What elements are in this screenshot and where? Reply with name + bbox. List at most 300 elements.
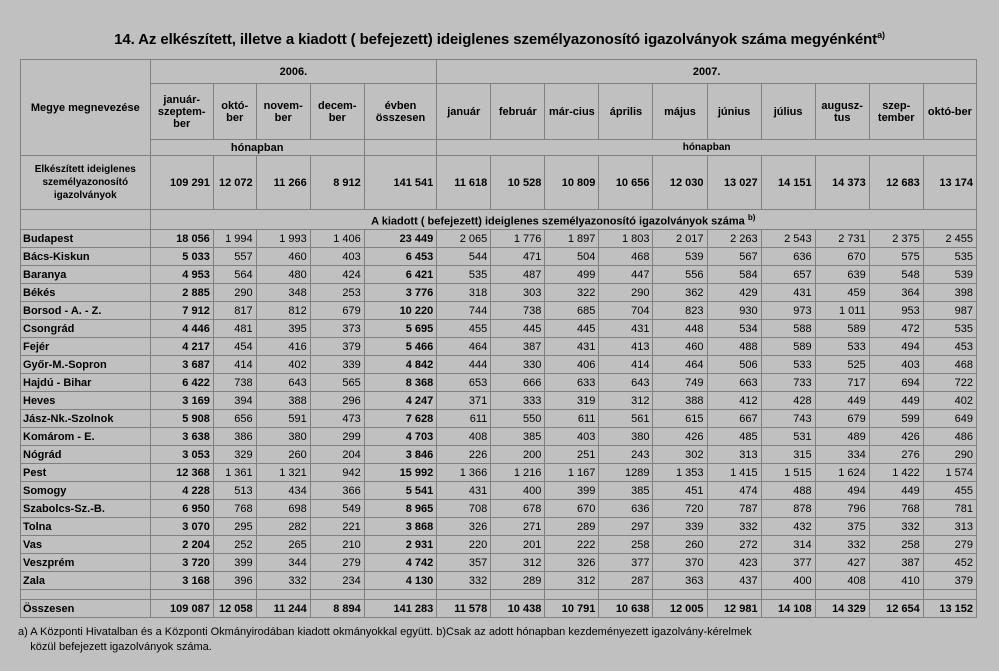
cell-value: 670 <box>815 248 869 266</box>
spacer-cell <box>491 590 545 600</box>
cell-value: 4 247 <box>364 392 436 410</box>
cell-value: 535 <box>923 248 976 266</box>
cell-value: 1 361 <box>213 464 256 482</box>
cell-value: 812 <box>256 302 310 320</box>
cell-value: 6 422 <box>150 374 213 392</box>
table-row <box>21 374 977 392</box>
cell-value: 332 <box>815 536 869 554</box>
cell-value: 2 065 <box>437 230 491 248</box>
cell-value: 312 <box>491 554 545 572</box>
cell-value: 403 <box>869 356 923 374</box>
cell-value: 423 <box>707 554 761 572</box>
cell-value: 2 204 <box>150 536 213 554</box>
cell-value: 485 <box>707 428 761 446</box>
spacer-cell <box>653 590 707 600</box>
cell-value: 453 <box>923 338 976 356</box>
cell-value: 399 <box>213 554 256 572</box>
cell-value: 667 <box>707 410 761 428</box>
cell-value: 444 <box>437 356 491 374</box>
cell-value: 3 638 <box>150 428 213 446</box>
cell-value: 315 <box>761 446 815 464</box>
cell-value: 445 <box>491 320 545 338</box>
table-row <box>21 356 977 374</box>
cell-value: 468 <box>923 356 976 374</box>
cell-value: 2 375 <box>869 230 923 248</box>
cell-value: 588 <box>761 320 815 338</box>
cell-value: 1 415 <box>707 464 761 482</box>
county-name: Tolna <box>21 518 151 536</box>
cell-value: 260 <box>256 446 310 464</box>
spacer-cell <box>437 590 491 600</box>
cell-value: 12 058 <box>213 600 256 618</box>
cell-value: 357 <box>437 554 491 572</box>
cell-value: 1 803 <box>599 230 653 248</box>
cell-value: 109 087 <box>150 600 213 618</box>
cell-value: 4 217 <box>150 338 213 356</box>
cell-value: 548 <box>869 266 923 284</box>
cell-value: 6 453 <box>364 248 436 266</box>
spacer-cell <box>150 590 213 600</box>
cell-value: 448 <box>653 320 707 338</box>
page-title: 14. Az elkészített, illetve a kiadott ( befejezett) ideiglenes személyazonosító igazolványok száma megyénként$^{a)}$ <box>114 30 885 48</box>
cell-value: 445 <box>545 320 599 338</box>
year-2006-header: 2006. <box>150 60 437 84</box>
cell-value: 6 950 <box>150 500 213 518</box>
cell-value: 486 <box>923 428 976 446</box>
prepared-value: 11 266 <box>256 156 310 210</box>
cell-value: 400 <box>761 572 815 590</box>
cell-value: 636 <box>761 248 815 266</box>
cell-value: 5 033 <box>150 248 213 266</box>
cell-value: 402 <box>923 392 976 410</box>
county-name: Győr-M.-Sopron <box>21 356 151 374</box>
cell-value: 314 <box>761 536 815 554</box>
cell-value: 589 <box>815 320 869 338</box>
cell-value: 930 <box>707 302 761 320</box>
cell-value: 12 981 <box>707 600 761 618</box>
year-2007-header: 2007. <box>437 60 977 84</box>
prepared-value: 13 174 <box>923 156 976 210</box>
cell-value: 474 <box>707 482 761 500</box>
county-name: Jász-Nk.-Szolnok <box>21 410 151 428</box>
cell-value: 744 <box>437 302 491 320</box>
cell-value: 679 <box>310 302 364 320</box>
cell-value: 3 687 <box>150 356 213 374</box>
cell-value: 4 228 <box>150 482 213 500</box>
spacer-cell <box>923 590 976 600</box>
cell-value: 414 <box>213 356 256 374</box>
cell-value: 379 <box>310 338 364 356</box>
spacer-cell <box>545 590 599 600</box>
cell-value: 11 244 <box>256 600 310 618</box>
county-name: Csongrád <box>21 320 151 338</box>
cell-value: 380 <box>256 428 310 446</box>
cell-value: 364 <box>869 284 923 302</box>
cell-value: 426 <box>869 428 923 446</box>
prepared-value: 8 912 <box>310 156 364 210</box>
cell-value: 333 <box>491 392 545 410</box>
cell-value: 387 <box>491 338 545 356</box>
cell-value: 289 <box>491 572 545 590</box>
cell-value: 494 <box>815 482 869 500</box>
county-name: Heves <box>21 392 151 410</box>
cell-value: 260 <box>653 536 707 554</box>
cell-value: 556 <box>653 266 707 284</box>
cell-value: 279 <box>923 536 976 554</box>
cell-value: 720 <box>653 500 707 518</box>
cell-value: 265 <box>256 536 310 554</box>
cell-value: 534 <box>707 320 761 338</box>
county-name: Veszprém <box>21 554 151 572</box>
cell-value: 334 <box>815 446 869 464</box>
prepared-value: 14 373 <box>815 156 869 210</box>
county-name: Borsod - A. - Z. <box>21 302 151 320</box>
spacer-cell <box>707 590 761 600</box>
cell-value: 10 638 <box>599 600 653 618</box>
month-header: októ-ber <box>213 84 256 140</box>
cell-value: 738 <box>491 302 545 320</box>
cell-value: 437 <box>707 572 761 590</box>
cell-value: 395 <box>256 320 310 338</box>
table-row <box>21 428 977 446</box>
cell-value: 12 654 <box>869 600 923 618</box>
prepared-value: 10 809 <box>545 156 599 210</box>
cell-value: 525 <box>815 356 869 374</box>
prepared-value: 14 151 <box>761 156 815 210</box>
cell-value: 599 <box>869 410 923 428</box>
cell-value: 472 <box>869 320 923 338</box>
table-row <box>21 320 977 338</box>
cell-value: 698 <box>256 500 310 518</box>
cell-value: 561 <box>599 410 653 428</box>
cell-value: 768 <box>213 500 256 518</box>
cell-value: 459 <box>815 284 869 302</box>
cell-value: 371 <box>437 392 491 410</box>
cell-value: 297 <box>599 518 653 536</box>
cell-value: 533 <box>761 356 815 374</box>
cell-value: 385 <box>599 482 653 500</box>
cell-value: 3 776 <box>364 284 436 302</box>
cell-value: 3 720 <box>150 554 213 572</box>
cell-value: 549 <box>310 500 364 518</box>
prepared-value: 13 027 <box>707 156 761 210</box>
cell-value: 480 <box>256 266 310 284</box>
cell-value: 942 <box>310 464 364 482</box>
cell-value: 23 449 <box>364 230 436 248</box>
cell-value: 426 <box>653 428 707 446</box>
cell-value: 326 <box>545 554 599 572</box>
county-name: Fejér <box>21 338 151 356</box>
month-header: novem-ber <box>256 84 310 140</box>
cell-value: 424 <box>310 266 364 284</box>
cell-value: 290 <box>213 284 256 302</box>
cell-value: 464 <box>653 356 707 374</box>
cell-value: 2 263 <box>707 230 761 248</box>
cell-value: 332 <box>256 572 310 590</box>
county-name: Pest <box>21 464 151 482</box>
table-row <box>21 266 977 284</box>
cell-value: 431 <box>599 320 653 338</box>
cell-value: 591 <box>256 410 310 428</box>
cell-value: 506 <box>707 356 761 374</box>
cell-value: 332 <box>437 572 491 590</box>
cell-value: 12 368 <box>150 464 213 482</box>
cell-value: 332 <box>869 518 923 536</box>
cell-value: 7 628 <box>364 410 436 428</box>
cell-value: 406 <box>545 356 599 374</box>
cell-value: 329 <box>213 446 256 464</box>
cell-value: 447 <box>599 266 653 284</box>
cell-value: 220 <box>437 536 491 554</box>
cell-value: 489 <box>815 428 869 446</box>
table-row <box>21 446 977 464</box>
month-header: már-cius <box>545 84 599 140</box>
cell-value: 412 <box>707 392 761 410</box>
cell-value: 375 <box>815 518 869 536</box>
cell-value: 653 <box>437 374 491 392</box>
month-header: szep-tember <box>869 84 923 140</box>
county-name: Baranya <box>21 266 151 284</box>
month-header: június <box>707 84 761 140</box>
cell-value: 10 438 <box>491 600 545 618</box>
cell-value: 379 <box>923 572 976 590</box>
cell-value: 694 <box>869 374 923 392</box>
cell-value: 987 <box>923 302 976 320</box>
cell-value: 2 455 <box>923 230 976 248</box>
prepared-row-label: Elkészített ideiglenes személyazonosító igazolványok <box>21 156 151 210</box>
cell-value: 643 <box>599 374 653 392</box>
total-label: Összesen <box>21 600 151 618</box>
cell-value: 8 894 <box>310 600 364 618</box>
spacer-cell <box>256 590 310 600</box>
cell-value: 399 <box>545 482 599 500</box>
cell-value: 4 130 <box>364 572 436 590</box>
cell-value: 539 <box>653 248 707 266</box>
cell-value: 584 <box>707 266 761 284</box>
cell-value: 565 <box>310 374 364 392</box>
table-row <box>21 518 977 536</box>
cell-value: 733 <box>761 374 815 392</box>
table-row <box>21 482 977 500</box>
cell-value: 535 <box>923 320 976 338</box>
cell-value: 1 011 <box>815 302 869 320</box>
spacer-cell <box>364 590 436 600</box>
cell-value: 400 <box>491 482 545 500</box>
cell-value: 704 <box>599 302 653 320</box>
cell-value: 633 <box>545 374 599 392</box>
cell-value: 768 <box>869 500 923 518</box>
cell-value: 221 <box>310 518 364 536</box>
cell-value: 200 <box>491 446 545 464</box>
cell-value: 3 868 <box>364 518 436 536</box>
cell-value: 7 912 <box>150 302 213 320</box>
cell-value: 258 <box>869 536 923 554</box>
cell-value: 10 220 <box>364 302 436 320</box>
cell-value: 402 <box>256 356 310 374</box>
cell-value: 1 776 <box>491 230 545 248</box>
cell-value: 666 <box>491 374 545 392</box>
month-header: évben összesen <box>364 84 436 140</box>
cell-value: 2 543 <box>761 230 815 248</box>
table-row <box>21 338 977 356</box>
cell-value: 535 <box>437 266 491 284</box>
cell-value: 313 <box>923 518 976 536</box>
cell-value: 3 070 <box>150 518 213 536</box>
cell-value: 388 <box>256 392 310 410</box>
cell-value: 386 <box>213 428 256 446</box>
cell-value: 656 <box>213 410 256 428</box>
month-header: októ-ber <box>923 84 976 140</box>
cell-value: 279 <box>310 554 364 572</box>
cell-value: 3 846 <box>364 446 436 464</box>
cell-value: 8 368 <box>364 374 436 392</box>
cell-value: 362 <box>653 284 707 302</box>
county-name: Budapest <box>21 230 151 248</box>
cell-value: 303 <box>491 284 545 302</box>
county-name: Nógrád <box>21 446 151 464</box>
cell-value: 4 842 <box>364 356 436 374</box>
prepared-value: 11 618 <box>437 156 491 210</box>
cell-value: 678 <box>491 500 545 518</box>
cell-value: 455 <box>923 482 976 500</box>
month-header: április <box>599 84 653 140</box>
cell-value: 513 <box>213 482 256 500</box>
cell-value: 8 965 <box>364 500 436 518</box>
county-column-header: Megye megnevezése <box>21 60 151 156</box>
cell-value: 11 578 <box>437 600 491 618</box>
cell-value: 796 <box>815 500 869 518</box>
cell-value: 575 <box>869 248 923 266</box>
cell-value: 380 <box>599 428 653 446</box>
cell-value: 1 216 <box>491 464 545 482</box>
cell-value: 636 <box>599 500 653 518</box>
cell-value: 531 <box>761 428 815 446</box>
cell-value: 473 <box>310 410 364 428</box>
cell-value: 385 <box>491 428 545 446</box>
cell-value: 18 056 <box>150 230 213 248</box>
cell-value: 708 <box>437 500 491 518</box>
cell-value: 460 <box>653 338 707 356</box>
cell-value: 408 <box>437 428 491 446</box>
cell-value: 823 <box>653 302 707 320</box>
cell-value: 282 <box>256 518 310 536</box>
cell-value: 499 <box>545 266 599 284</box>
cell-value: 413 <box>599 338 653 356</box>
month-header: decem-ber <box>310 84 364 140</box>
cell-value: 434 <box>256 482 310 500</box>
cell-value: 5 466 <box>364 338 436 356</box>
cell-value: 2 017 <box>653 230 707 248</box>
cell-value: 403 <box>545 428 599 446</box>
table-row <box>21 572 977 590</box>
issued-section-label: A kiadott ( befejezett) ideiglenes személyazonosító igazolványok száma $^{b)}$ <box>150 210 976 230</box>
cell-value: 4 703 <box>364 428 436 446</box>
cell-value: 504 <box>545 248 599 266</box>
cell-value: 468 <box>599 248 653 266</box>
prepared-value: 12 683 <box>869 156 923 210</box>
table-row <box>21 410 977 428</box>
table-row <box>21 554 977 572</box>
cell-value: 973 <box>761 302 815 320</box>
cell-value: 296 <box>310 392 364 410</box>
cell-value: 318 <box>437 284 491 302</box>
county-name: Zala <box>21 572 151 590</box>
month-header: augusz-tus <box>815 84 869 140</box>
cell-value: 295 <box>213 518 256 536</box>
cell-value: 226 <box>437 446 491 464</box>
cell-value: 427 <box>815 554 869 572</box>
cell-value: 685 <box>545 302 599 320</box>
cell-value: 550 <box>491 410 545 428</box>
cell-value: 4 446 <box>150 320 213 338</box>
cell-value: 2 931 <box>364 536 436 554</box>
prepared-value: 141 541 <box>364 156 436 210</box>
cell-value: 460 <box>256 248 310 266</box>
spacer-cell <box>815 590 869 600</box>
cell-value: 717 <box>815 374 869 392</box>
cell-value: 533 <box>815 338 869 356</box>
cell-value: 494 <box>869 338 923 356</box>
cell-value: 749 <box>653 374 707 392</box>
table-row <box>21 500 977 518</box>
cell-value: 366 <box>310 482 364 500</box>
cell-value: 1 515 <box>761 464 815 482</box>
footnote <box>18 625 752 655</box>
cell-value: 1289 <box>599 464 653 482</box>
month-header: január-szeptem-ber <box>150 84 213 140</box>
spacer-cell <box>761 590 815 600</box>
cell-value: 953 <box>869 302 923 320</box>
cell-value: 398 <box>923 284 976 302</box>
cell-value: 339 <box>310 356 364 374</box>
cell-value: 287 <box>599 572 653 590</box>
county-name: Komárom - E. <box>21 428 151 446</box>
cell-value: 302 <box>653 446 707 464</box>
cell-value: 722 <box>923 374 976 392</box>
cell-value: 431 <box>437 482 491 500</box>
spacer-cell <box>21 590 151 600</box>
month-header: február <box>491 84 545 140</box>
cell-value: 611 <box>437 410 491 428</box>
month-header: január <box>437 84 491 140</box>
cell-value: 643 <box>256 374 310 392</box>
cell-value: 611 <box>545 410 599 428</box>
cell-value: 428 <box>761 392 815 410</box>
cell-value: 243 <box>599 446 653 464</box>
cell-value: 313 <box>707 446 761 464</box>
cell-value: 15 992 <box>364 464 436 482</box>
cell-value: 567 <box>707 248 761 266</box>
month-header: május <box>653 84 707 140</box>
cell-value: 487 <box>491 266 545 284</box>
prepared-value: 12 030 <box>653 156 707 210</box>
cell-value: 339 <box>653 518 707 536</box>
cell-value: 222 <box>545 536 599 554</box>
cell-value: 4 742 <box>364 554 436 572</box>
cell-value: 481 <box>213 320 256 338</box>
cell-value: 471 <box>491 248 545 266</box>
cell-value: 488 <box>707 338 761 356</box>
unit-spacer <box>364 140 436 156</box>
table-row <box>21 392 977 410</box>
cell-value: 557 <box>213 248 256 266</box>
cell-value: 253 <box>310 284 364 302</box>
cell-value: 377 <box>761 554 815 572</box>
table-row <box>21 464 977 482</box>
cell-value: 3 169 <box>150 392 213 410</box>
cell-value: 373 <box>310 320 364 338</box>
cell-value: 276 <box>869 446 923 464</box>
